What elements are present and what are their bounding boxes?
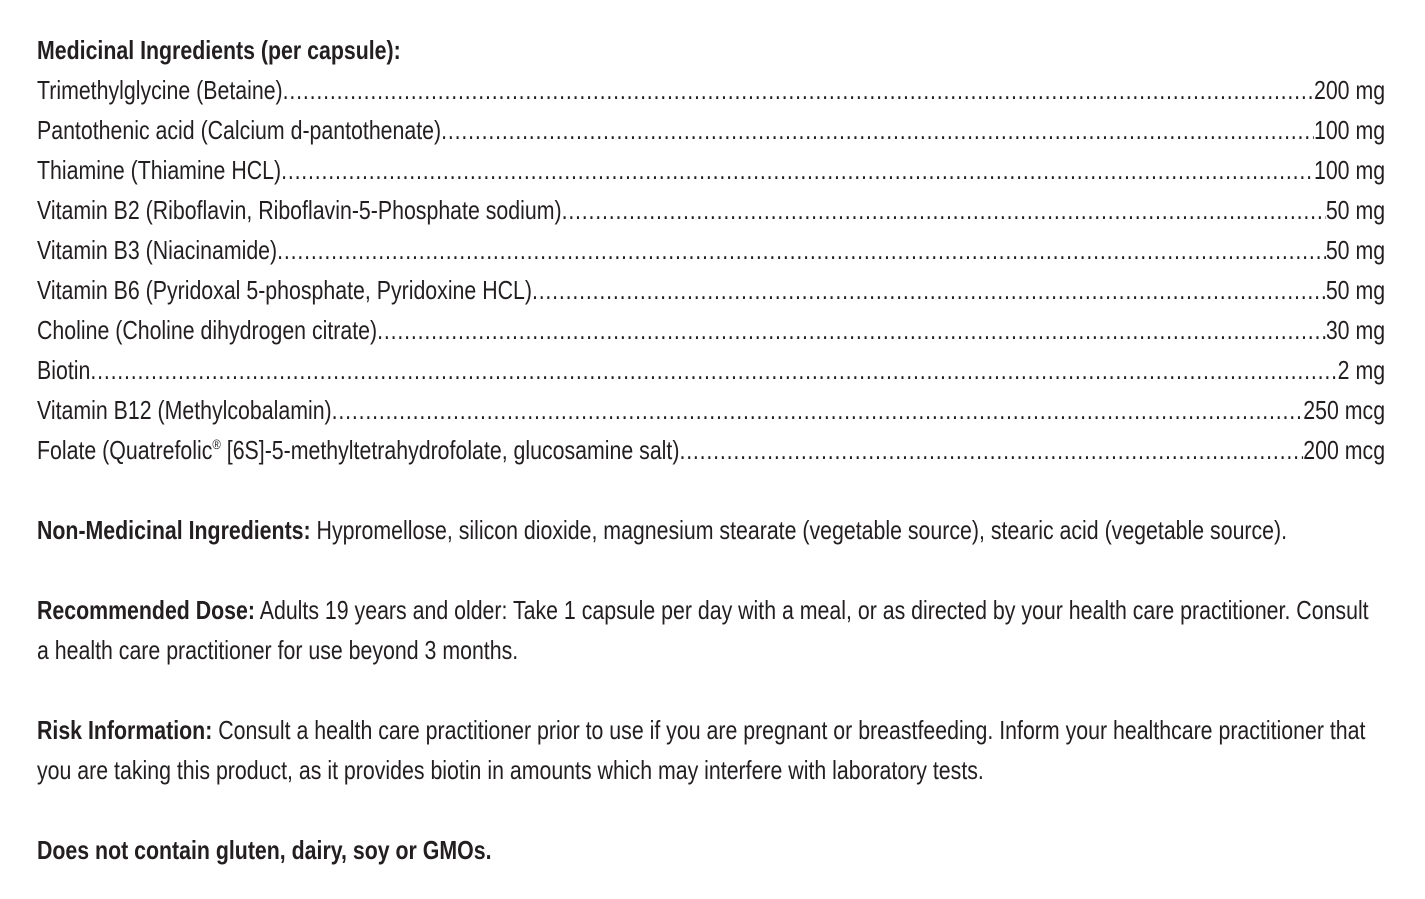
dot-leader	[281, 150, 1314, 190]
risk-information-label: Risk Information:	[37, 715, 213, 745]
ingredient-name	[37, 430, 679, 470]
ingredient-amount: 50 mg	[1325, 275, 1386, 305]
section-gap	[37, 470, 1385, 510]
dot-leader	[679, 430, 1303, 470]
ingredient-row	[37, 390, 1385, 430]
dot-leader	[532, 270, 1326, 310]
ingredient-row	[37, 190, 1385, 230]
section-gap	[37, 790, 1385, 830]
ingredient-name: Choline (Choline dihydrogen citrate)	[37, 315, 378, 345]
allergen-statement: Does not contain gluten, dairy, soy or GMOs.	[37, 835, 492, 865]
dot-leader	[277, 230, 1326, 270]
ingredient-name: Trimethylglycine (Betaine)	[37, 75, 283, 105]
ingredient-row	[37, 230, 1385, 270]
ingredient-name: Pantothenic acid (Calcium d-pantothenate)	[37, 115, 442, 145]
ingredient-name: Biotin	[37, 355, 91, 385]
risk-information	[37, 710, 1385, 790]
risk-information-text: Consult a health care practitioner prior to use if you are pregnant or breastfeeding. Inform your healthcare practitioner that you are taking this product, as it provides biotin in amounts which may interfere with laboratory tests.	[37, 715, 1366, 785]
non-medicinal-text: Hypromellose, silicon dioxide, magnesium stearate (vegetable source), stearic acid (vegetable source).	[310, 515, 1288, 545]
ingredient-amount: 30 mg	[1325, 315, 1386, 345]
ingredient-name: Thiamine (Thiamine HCL)	[37, 155, 282, 185]
supplement-label	[37, 30, 1385, 870]
section-gap	[37, 550, 1385, 590]
ingredient-amount: 250 mcg	[1303, 395, 1386, 425]
ingredient-name: Vitamin B6 (Pyridoxal 5-phosphate, Pyridoxine HCL)	[37, 275, 532, 305]
ingredient-row	[37, 70, 1385, 110]
label-content	[37, 30, 1385, 870]
medicinal-ingredients-list	[37, 70, 1385, 470]
dot-leader	[441, 110, 1314, 150]
ingredient-name-part: Folate (Quatrefolic	[37, 435, 213, 465]
ingredient-name: Vitamin B2 (Riboflavin, Riboflavin-5-Phosphate sodium)	[37, 195, 562, 225]
dot-leader	[562, 190, 1326, 230]
ingredient-amount: 50 mg	[1325, 235, 1386, 265]
section-gap	[37, 670, 1385, 710]
ingredient-amount: 200 mg	[1313, 75, 1386, 105]
ingredient-row	[37, 430, 1385, 470]
non-medicinal-ingredients	[37, 510, 1385, 550]
recommended-dose-label: Recommended Dose:	[37, 595, 255, 625]
recommended-dose	[37, 590, 1385, 670]
non-medicinal-label: Non-Medicinal Ingredients:	[37, 515, 311, 545]
ingredient-amount: 100 mg	[1313, 115, 1386, 145]
ingredient-name-part: [6S]-5-methyltetrahydrofolate, glucosamine salt)	[220, 435, 680, 465]
ingredient-amount: 200 mcg	[1303, 435, 1386, 465]
ingredient-name: Vitamin B12 (Methylcobalamin)	[37, 395, 332, 425]
registered-trademark-mark: ®	[212, 436, 221, 452]
ingredient-amount: 50 mg	[1325, 195, 1386, 225]
ingredient-name: Vitamin B3 (Niacinamide)	[37, 235, 278, 265]
ingredient-row	[37, 110, 1385, 150]
ingredient-row	[37, 150, 1385, 190]
medicinal-ingredients-heading: Medicinal Ingredients (per capsule):	[37, 35, 401, 65]
ingredient-row	[37, 270, 1385, 310]
ingredient-amount: 100 mg	[1313, 155, 1386, 185]
dot-leader	[377, 310, 1326, 350]
dot-leader	[90, 350, 1337, 390]
dot-leader	[283, 70, 1314, 110]
recommended-dose-text: Adults 19 years and older: Take 1 capsule per day with a meal, or as directed by your health care practitioner. Consult a health care practitioner for use beyond 3 months.	[37, 595, 1369, 665]
ingredient-row	[37, 350, 1385, 390]
dot-leader	[332, 390, 1304, 430]
ingredient-row	[37, 310, 1385, 350]
ingredient-amount: 2 mg	[1337, 355, 1386, 385]
